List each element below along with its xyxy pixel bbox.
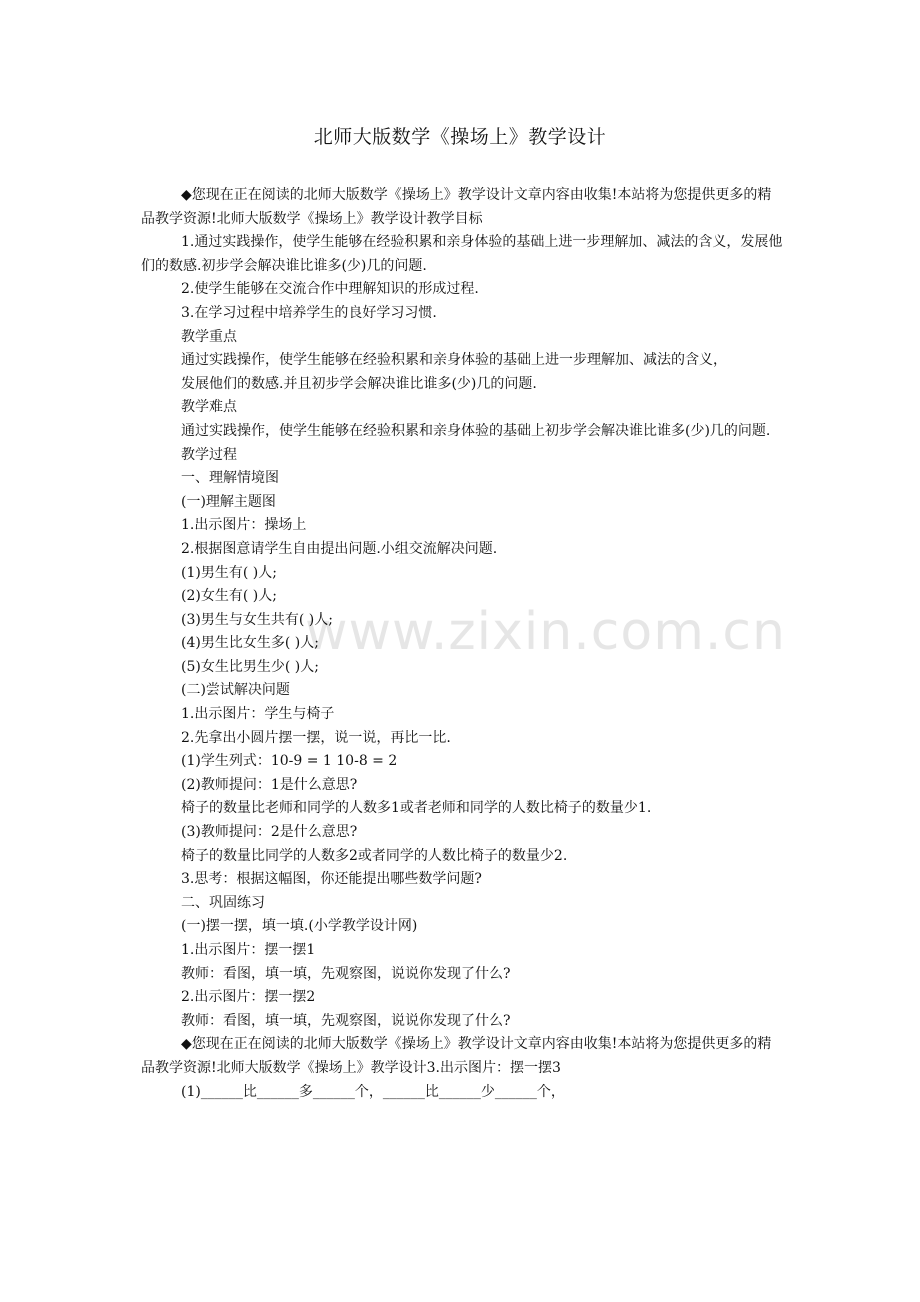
paragraph: 一、理解情境图 [181,470,279,487]
paragraph: 教师：看图，填一填，先观察图，说说你发现了什么? [181,965,511,982]
paragraph: (5)女生比男生少( )人; [181,658,319,675]
paragraph: 椅子的数量比同学的人数多2或者同学的人数比椅子的数量少2. [181,847,568,864]
paragraph: (1)______比______多______个，______比______少______个， [181,1083,565,1100]
paragraph: 教学难点 [181,399,237,416]
paragraph: ◆您现在正在阅读的北师大版数学《操场上》教学设计文章内容由收集!本站将为您提供更多的精品教学资源!北师大版数学《操场上》教学设计教学目标 [141,187,772,227]
paragraph: 3.思考：根据这幅图，你还能提出哪些数学问题? [181,871,482,888]
paragraph: (3)男生与女生共有( )人; [181,611,333,628]
paragraph: 二、巩固练习 [181,894,265,911]
paragraph: 通过实践操作，使学生能够在经验积累和亲身体验的基础上初步学会解决谁比谁多(少)几的问题. [181,422,771,439]
paragraph: 教师：看图，填一填，先观察图，说说你发现了什么? [181,1012,511,1029]
paragraph: (4)男生比女生多( )人; [181,635,319,652]
paragraph: 3.在学习过程中培养学生的良好学习习惯. [181,304,437,321]
paragraph: 1.出示图片：操场上 [181,517,307,534]
paragraph: ◆您现在正在阅读的北师大版数学《操场上》教学设计文章内容由收集!本站将为您提供更多的精品教学资源!北师大版数学《操场上》教学设计3.出示图片：摆一摆3 [141,1036,772,1076]
paragraph: 发展他们的数感.并且初步学会解决谁比谁多(少)几的问题. [181,375,537,392]
paragraph: (一)理解主题图 [181,493,276,510]
paragraph: 1.通过实践操作，使学生能够在经验积累和亲身体验的基础上进一步理解加、减法的含义，发展他们的数感.初步学会解决谁比谁多(少)几的问题. [141,234,783,274]
paragraph: (1)学生列式：10-9 = 1 10-8 = 2 [181,753,398,770]
paragraph: 教学重点 [181,328,237,345]
paragraph: (2)教师提问：1是什么意思? [181,776,358,793]
paragraph: 2.使学生能够在交流合作中理解知识的形成过程. [181,281,479,298]
paragraph: 2.根据图意请学生自由提出问题.小组交流解决问题. [181,540,498,557]
paragraph: 通过实践操作，使学生能够在经验积累和亲身体验的基础上进一步理解加、减法的含义， [181,352,727,369]
paragraph: 2.先拿出小圆片摆一摆，说一说，再比一比. [181,729,451,746]
paragraph: (1)男生有( )人; [181,564,277,581]
paragraph: (一)摆一摆，填一填.(小学教学设计网) [181,918,418,935]
paragraph: 教学过程 [181,446,237,463]
paragraph: 1.出示图片：学生与椅子 [181,706,335,723]
paragraph: 1.出示图片：摆一摆1 [181,942,316,958]
document-body [141,184,783,1104]
watermark: www.zixin.com.cn [305,602,786,662]
paragraph: 椅子的数量比老师和同学的人数多1或者老师和同学的人数比椅子的数量少1. [181,800,652,817]
paragraph: (3)教师提问：2是什么意思? [181,824,358,841]
paragraph: (2)女生有( )人; [181,588,277,605]
paragraph: 2.出示图片：摆一摆2 [181,989,316,1006]
document-title: 北师大版数学《操场上》教学设计 [313,126,607,148]
paragraph: (二)尝试解决问题 [181,682,290,699]
